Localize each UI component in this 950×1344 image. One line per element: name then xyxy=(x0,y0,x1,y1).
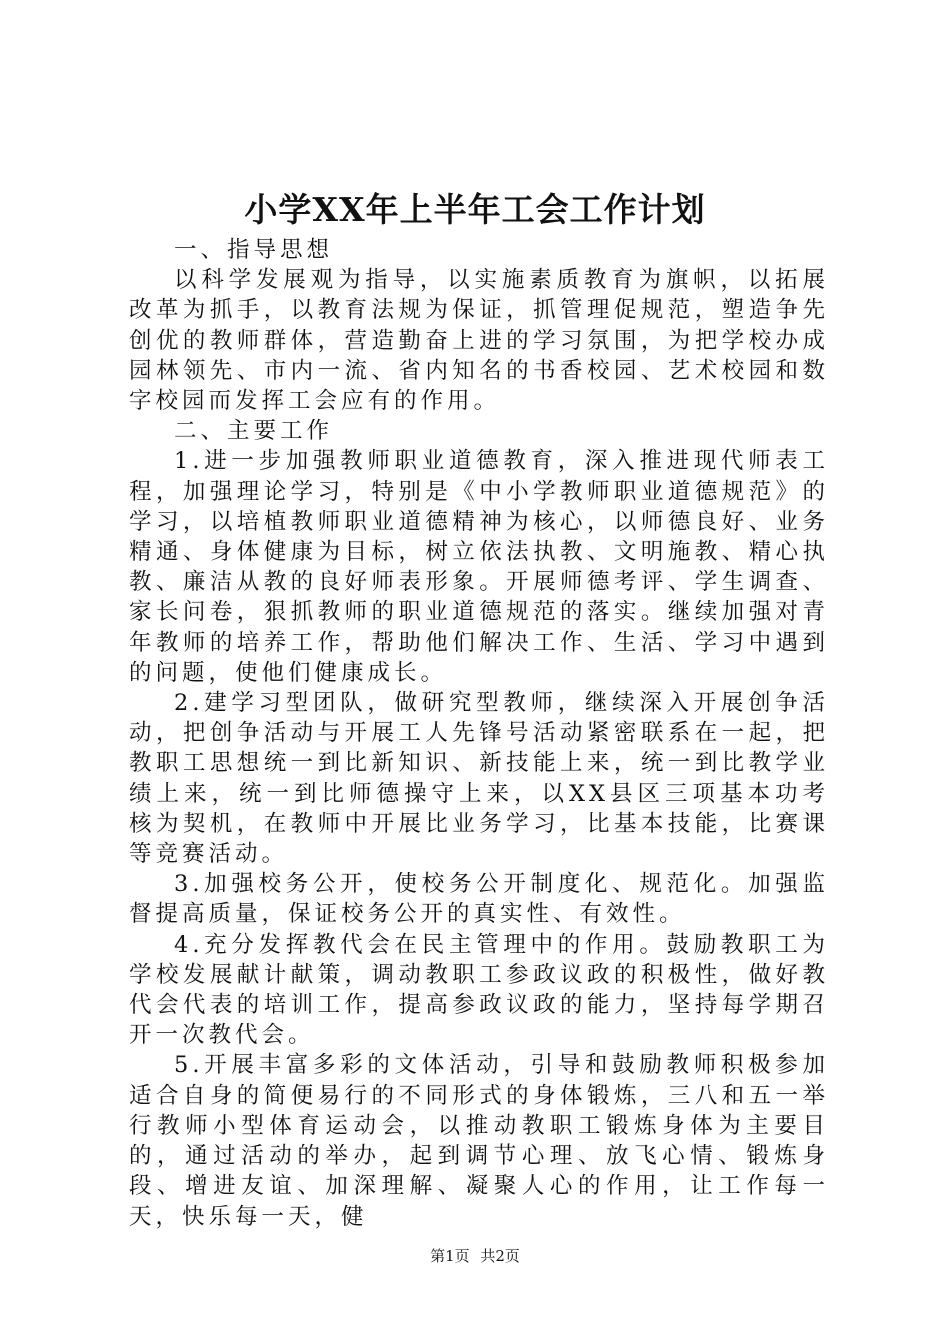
paragraph-item-5: 5.开展丰富多彩的文体活动，引导和鼓励教师积极参加适合自身的简便易行的不同形式的身体锻炼，三八和五一举行教师小型体育运动会，以推动教职工锻炼身体为主要目的，通过活动的举办，起到调节心理、放飞心情、锻炼身段、增进友谊、加深理解、凝聚人心的作用，让工作每一天，快乐每一天，健 xyxy=(129,1052,829,1230)
heading-main-work: 二、主要工作 xyxy=(174,418,334,445)
paragraph-item-1: 1.进一步加强教师职业道德教育，深入推进现代师表工程，加强理论学习，特别是《中小学教师职业道德规范》的学习，以培植教师职业道德精神为核心，以师德良好、业务精通、身体健康为目标，树立依法执教、文明施教、精心执教、廉洁从教的良好师表形象。开展师德考评、学生调查、家长问卷，狠抓教师的职业道德规范的落实。继续加强对青年教师的培养工作，帮助他们解决工作、生活、学习中遇到的问题，使他们健康成长。 xyxy=(129,448,829,686)
page-title: 小学XX年上半年工会工作计划 xyxy=(244,190,706,229)
paragraph-item-3: 3.加强校务公开，使校务公开制度化、规范化。加强监督提高质量，保证校务公开的真实性、有效性。 xyxy=(129,871,829,928)
paragraph-guiding-ideology: 以科学发展观为指导，以实施素质教育为旗帜，以拓展改革为抓手，以教育法规为保证，抓管理促规范，塑造争先创优的教师群体，营造勤奋上进的学习氛围，为把学校办成园林领先、市内一流、省内知名的书香校园、艺术校园和数字校园而发挥工会应有的作用。 xyxy=(129,267,829,415)
page-footer xyxy=(0,1244,950,1268)
paragraph-item-4: 4.充分发挥教代会在民主管理中的作用。鼓励教职工为学校发展献计献策，调动教职工参政议政的积极性，做好教代会代表的培训工作，提高参政议政的能力，坚持每学期召开一次教代会。 xyxy=(129,931,829,1049)
page-total: 共2页 xyxy=(480,1247,520,1265)
page-number: 第1页 xyxy=(430,1247,470,1265)
heading-guiding-ideology: 一、指导思想 xyxy=(174,237,334,263)
document-body xyxy=(129,235,829,1232)
paragraph-item-2: 2.建学习型团队，做研究型教师，继续深入开展创争活动，把创争活动与开展工人先锋号活动紧密联系在一起，把教职工思想统一到比新知识、新技能上来，统一到比教学业绩上来，统一到比师德操守上来，以XX县区三项基本功考核为契机，在教师中开展比业务学习，比基本技能，比赛课等竞赛活动。 xyxy=(129,690,829,868)
